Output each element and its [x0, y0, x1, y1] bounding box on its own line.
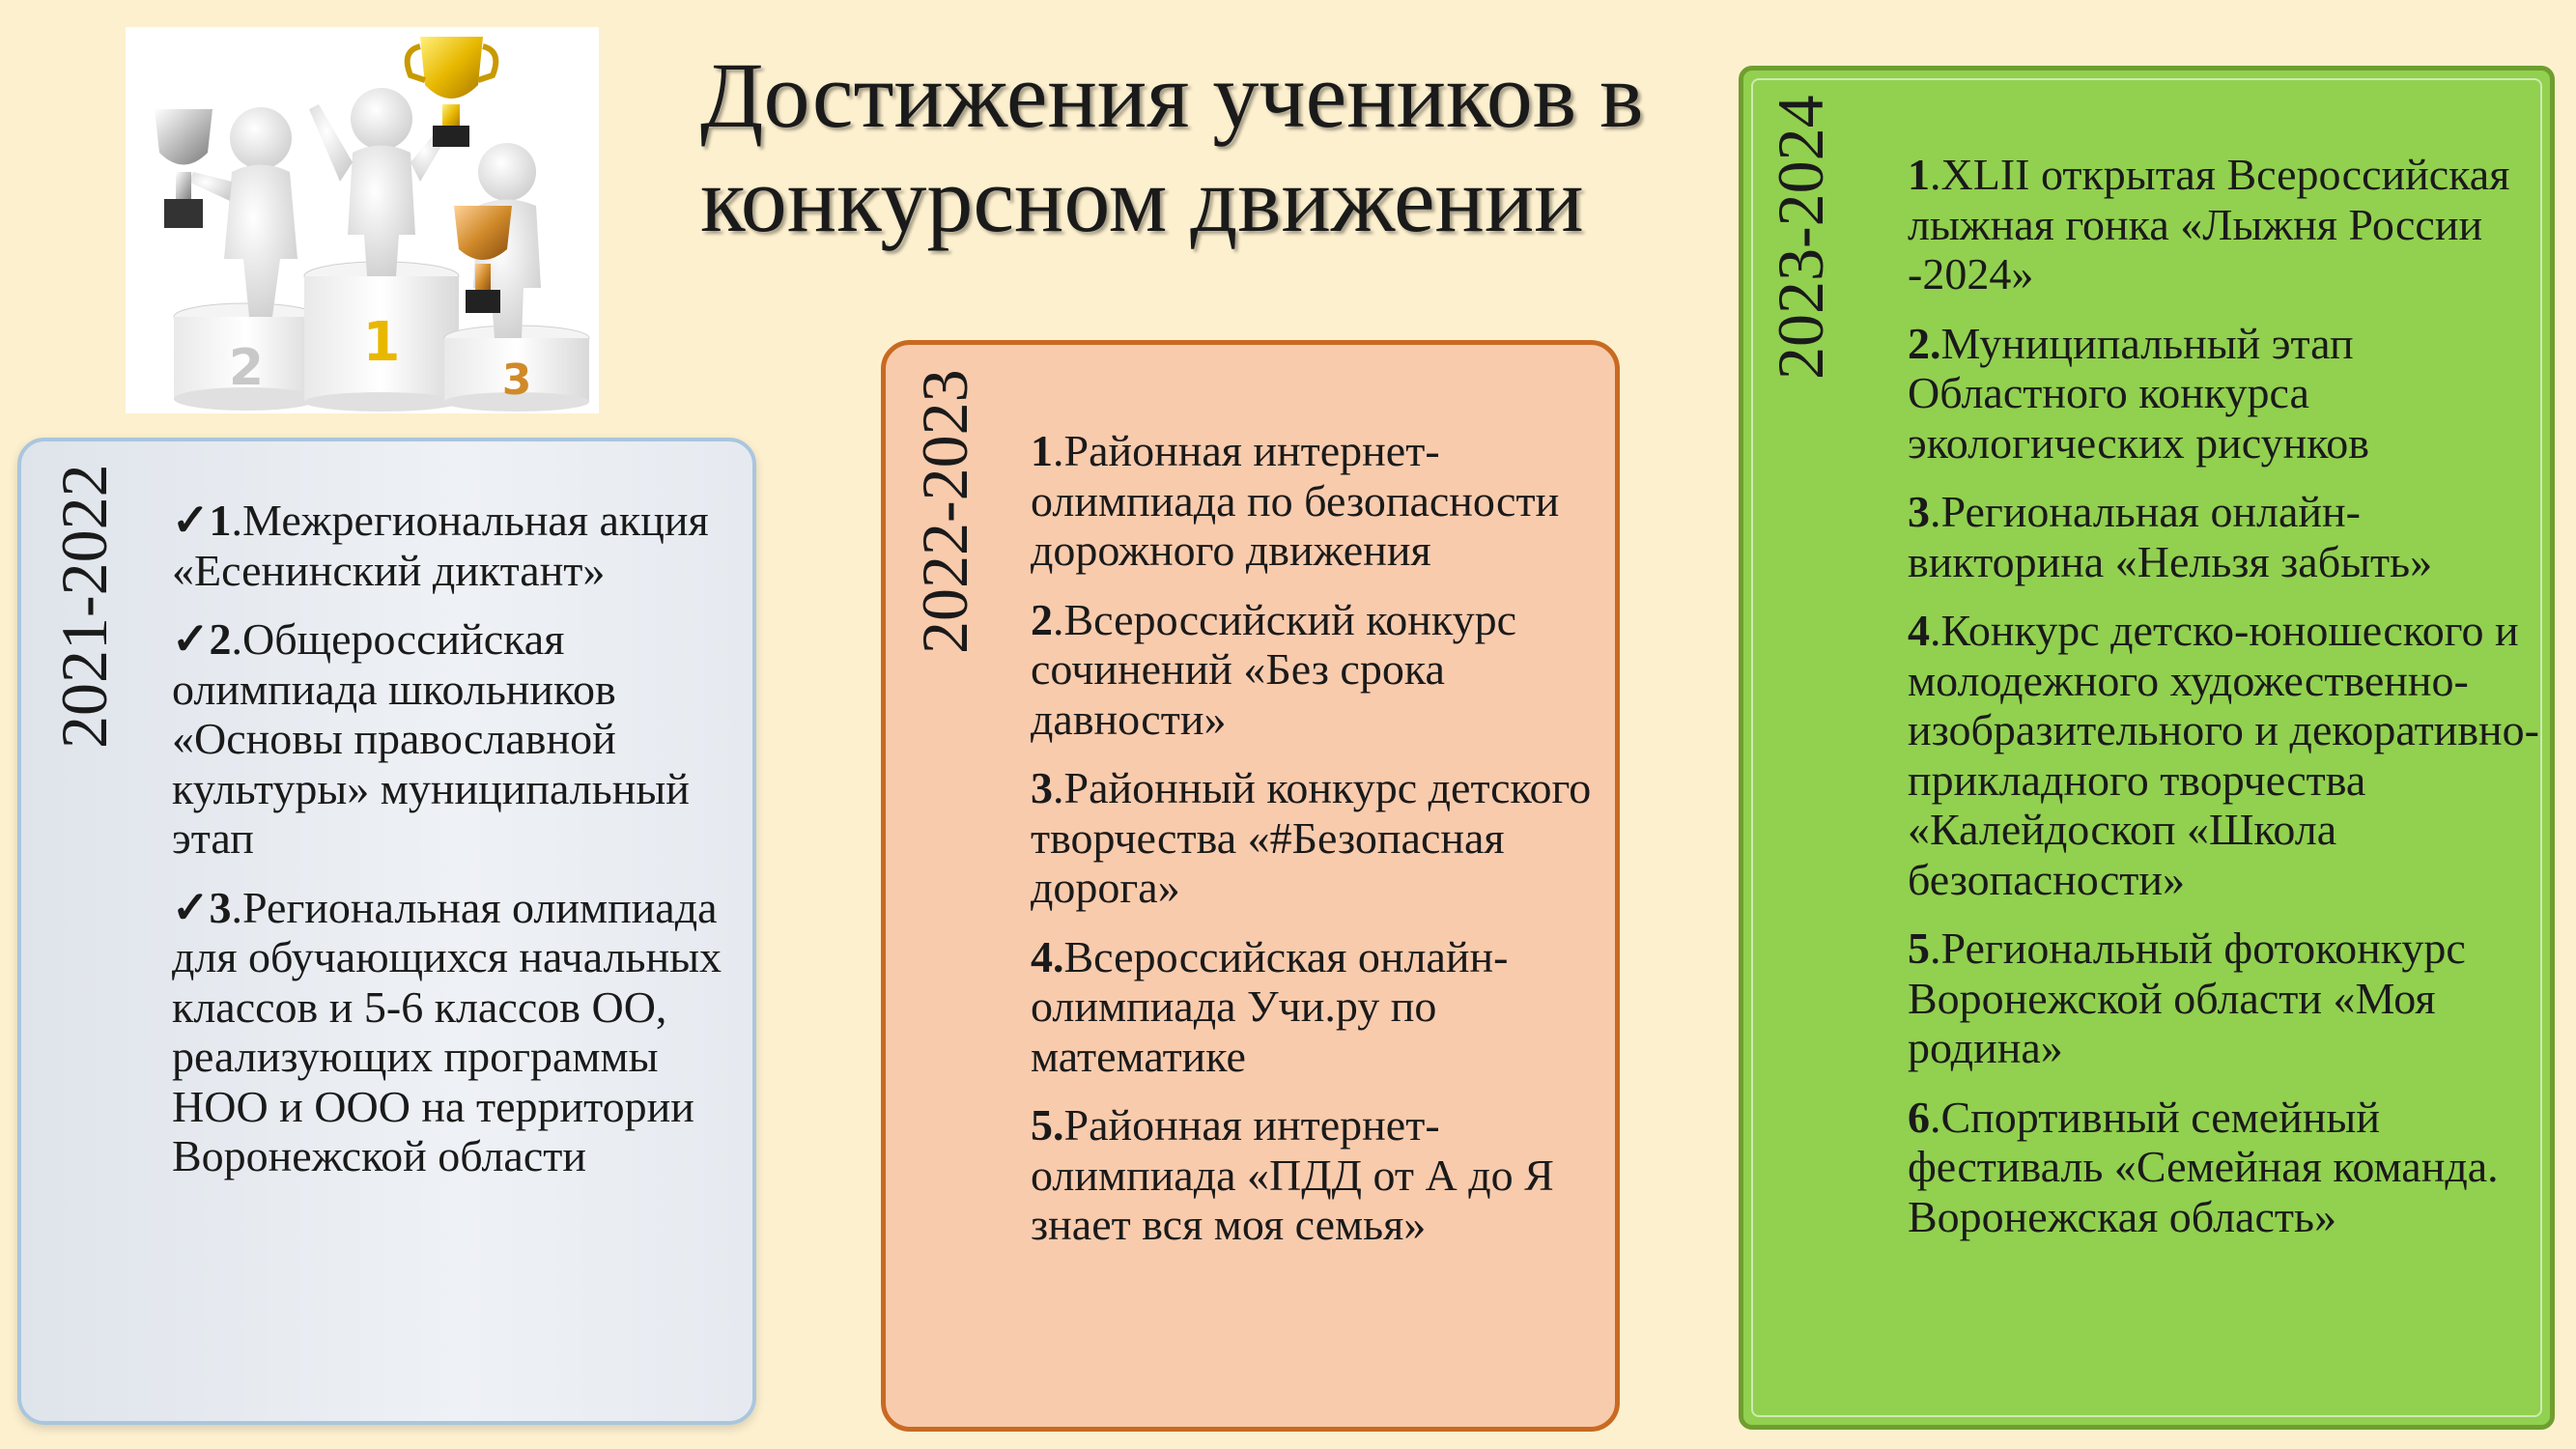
list-item [1031, 1100, 1620, 1250]
list-item [1031, 426, 1620, 576]
list-item [172, 883, 751, 1181]
item-number: 2 [1031, 594, 1053, 644]
item-number: 4. [1031, 931, 1064, 981]
list-item [1031, 763, 1620, 913]
list-item [172, 614, 751, 864]
item-text: .Всероссийский конкурс сочинений «Без срока давности» [1031, 594, 1517, 744]
item-text: Районная интернет-олимпиада «ПДД от А до Я знает вся моя семья» [1031, 1100, 1554, 1249]
podium-figures-image [126, 27, 599, 413]
list-item [1908, 150, 2545, 299]
list-item [1908, 487, 2545, 586]
item-number: 3 [1031, 763, 1053, 812]
year-label: 2023-2024 [1764, 95, 1837, 380]
place-3-label: 3 [501, 355, 532, 405]
list-item [1031, 595, 1620, 745]
item-text: Всероссийская онлайн-олимпиада Учи.ру по математике [1031, 931, 1509, 1081]
item-number: 1 [1031, 426, 1053, 475]
list-item [1908, 606, 2545, 904]
list-item [1908, 1093, 2545, 1242]
list-item [172, 496, 751, 595]
item-number: 2. [1908, 318, 1941, 368]
achievement-list [1031, 426, 1620, 1269]
podium-illustration [126, 27, 599, 413]
item-text: .XLII открытая Всероссийская лыжная гонка «Лыжня России -2024» [1908, 150, 2510, 298]
place-2-label: 2 [228, 339, 265, 397]
check-icon: ✓ [172, 882, 210, 932]
item-number: 3 [1908, 487, 1930, 536]
item-text: .Спортивный семейный фестиваль «Семейная команда. Воронежская область» [1908, 1092, 2499, 1241]
item-text: .Региональный фотоконкурс Воронежской области «Моя родина» [1908, 923, 2466, 1072]
item-text: .Районный конкурс детского творчества «#Безопасная дорога» [1031, 763, 1592, 912]
page-title: Достижения учеников в конкурсном движении [700, 43, 1644, 251]
item-number: 2 [209, 614, 232, 664]
item-text: Муниципальный этап Областного конкурса экологических рисунков [1908, 318, 2369, 468]
achievement-list [1908, 150, 2545, 1261]
item-text: .Общероссийская олимпиада школьников «Основы православной культуры» муниципальный этап [172, 614, 690, 863]
year-label: 2021-2022 [47, 464, 121, 749]
panel-2021-2022 [17, 438, 756, 1425]
check-icon: ✓ [172, 496, 210, 545]
year-label: 2022-2023 [908, 369, 981, 654]
item-number: 6 [1908, 1092, 1930, 1142]
item-number: 5. [1031, 1100, 1064, 1150]
achievement-list [172, 496, 751, 1201]
item-number: 5 [1908, 923, 1930, 973]
item-number: 4 [1908, 606, 1930, 655]
check-icon: ✓ [172, 614, 210, 664]
item-number: 3 [209, 882, 232, 932]
item-number: 1 [1908, 150, 1930, 199]
item-text: .Межрегиональная акция «Есенинский диктант» [172, 496, 709, 595]
panel-2023-2024 [1739, 66, 2555, 1430]
place-1-label: 1 [362, 311, 401, 374]
list-item [1031, 932, 1620, 1082]
item-number: 1 [209, 496, 232, 545]
list-item [1908, 923, 2545, 1073]
item-text: .Районная интернет-олимпиада по безопасности дорожного движения [1031, 426, 1560, 575]
panel-2022-2023 [881, 340, 1620, 1432]
item-text: .Региональная онлайн-викторина «Нельзя забыть» [1908, 487, 2433, 586]
item-text: .Конкурс детско-юношеского и молодежного художественно-изобразительного и декоративно-прикладного творчества «Калейдоскоп «Школа безопасности» [1908, 606, 2539, 904]
list-item [1908, 319, 2545, 469]
item-text: .Региональная олимпиада для обучающихся начальных классов и 5-6 классов ОО, реализующих программы НОО и ООО на территории Воронежской области [172, 882, 722, 1180]
